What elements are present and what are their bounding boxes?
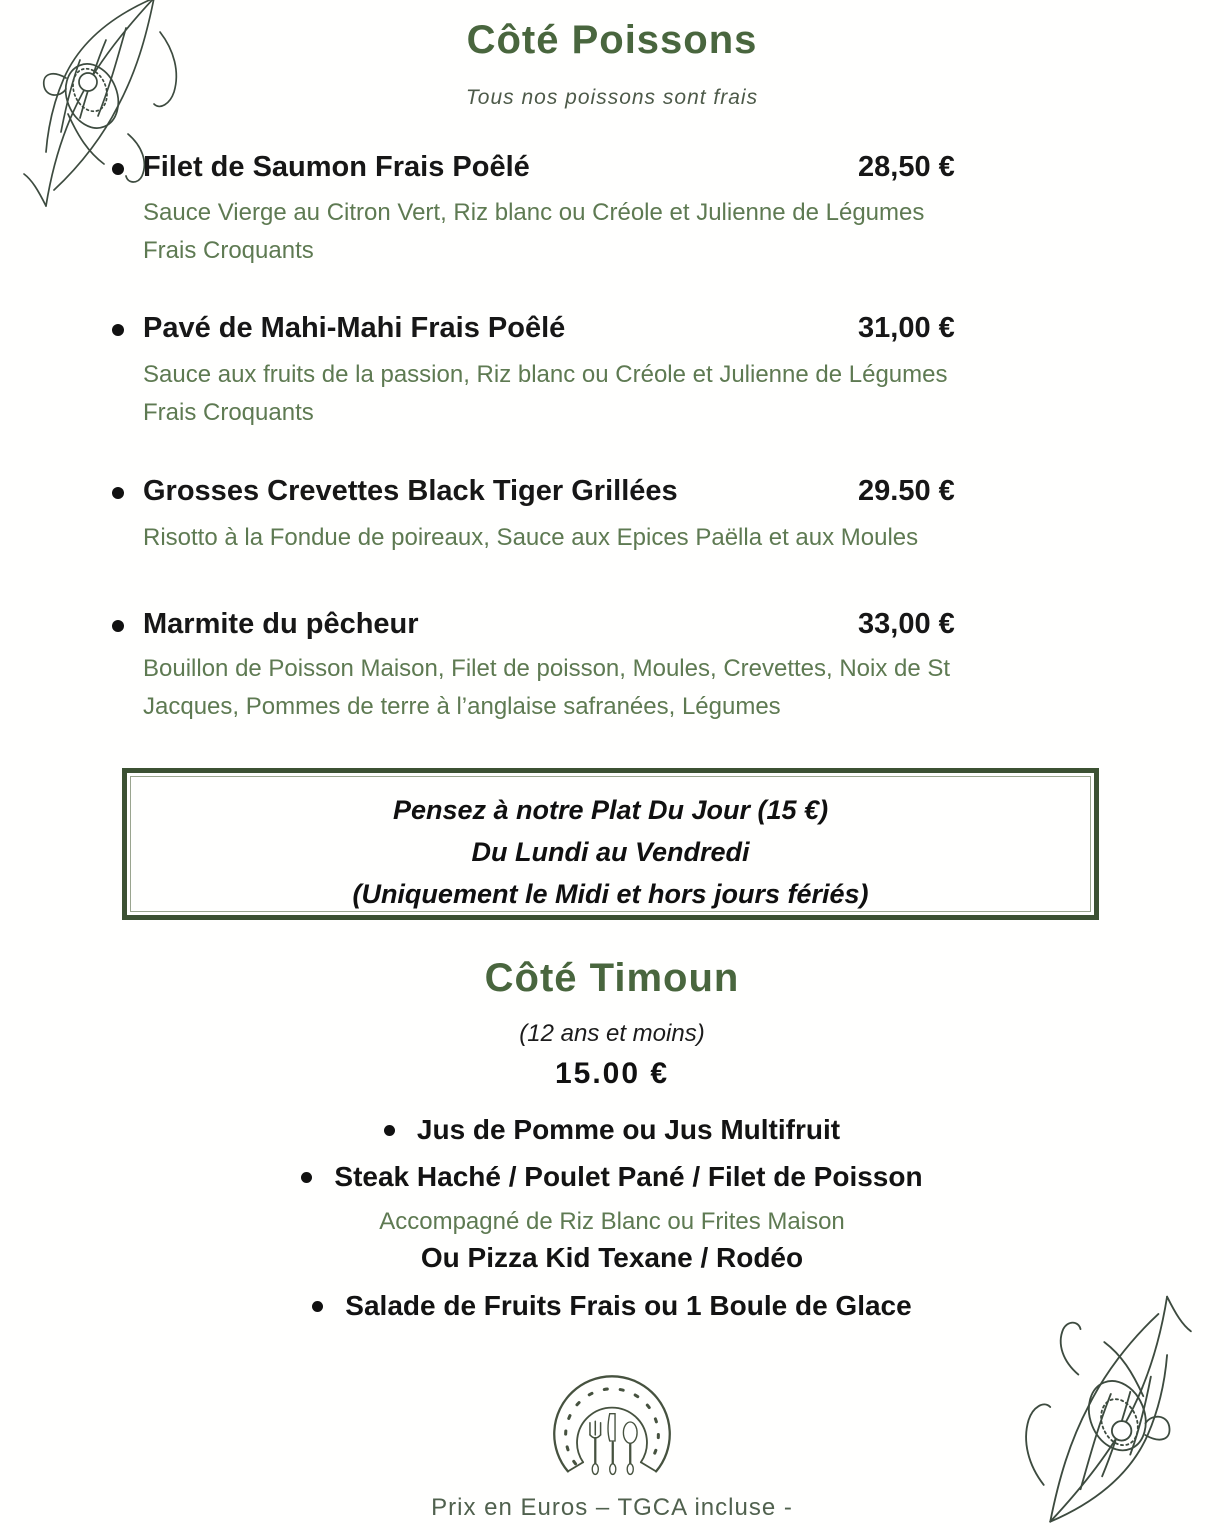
menu-item-name: Marmite du pêcheur	[143, 608, 419, 640]
menu-item-price: 29.50 €	[858, 475, 955, 507]
timoun-line	[0, 1242, 1224, 1274]
notice-line: Du Lundi au Vendredi	[471, 837, 750, 867]
bullet-dot-icon	[112, 487, 124, 499]
menu-item-name: Grosses Crevettes Black Tiger Grillées	[143, 475, 678, 507]
bullet-dot-icon	[112, 163, 124, 175]
timoun-item-text: Salade de Fruits Frais ou 1 Boule de Glace	[345, 1290, 912, 1321]
description-line: Frais Croquants	[143, 237, 314, 264]
menu-item-description	[143, 650, 1083, 726]
description-line: Sauce aux fruits de la passion, Riz blanc ou Créole et Julienne de Légumes	[143, 361, 948, 388]
description-line: Sauce Vierge au Citron Vert, Riz blanc ou Créole et Julienne de Légumes	[143, 199, 925, 226]
description-line: Frais Croquants	[143, 399, 314, 426]
menu-item-description	[143, 356, 1063, 432]
notice-line: (Uniquement le Midi et hors jours fériés)	[352, 879, 869, 909]
footer-price-note: Prix en Euros – TGCA incluse -	[431, 1494, 793, 1521]
menu-item-name: Pavé de Mahi-Mahi Frais Poêlé	[143, 312, 566, 344]
plat-du-jour-notice-box	[122, 768, 1099, 920]
menu-item-name: Filet de Saumon Frais Poêlé	[143, 151, 530, 183]
timoun-item-text: Steak Haché / Poulet Pané / Filet de Poisson	[334, 1161, 923, 1192]
timoun-line	[0, 1114, 1224, 1146]
bullet-dot-icon	[312, 1301, 323, 1312]
peacock-feather-icon	[990, 1288, 1210, 1526]
timoun-line	[0, 1208, 1224, 1236]
bullet-dot-icon	[112, 620, 124, 632]
menu-item-price: 33,00 €	[858, 608, 955, 640]
description-line: Risotto à la Fondue de poireaux, Sauce aux Epices Paëlla et aux Moules	[143, 524, 919, 551]
section-title-timoun: Côté Timoun	[484, 956, 740, 1000]
section-subtitle-poissons: Tous nos poissons sont frais	[465, 86, 759, 109]
notice-line: Pensez à notre Plat Du Jour (15 €)	[392, 795, 829, 825]
bullet-dot-icon	[384, 1125, 395, 1136]
timoun-note-text: Accompagné de Riz Blanc ou Frites Maison	[379, 1208, 845, 1235]
horseshoe-cutlery-logo-icon	[536, 1348, 688, 1496]
notice-inner-border	[130, 776, 1091, 912]
menu-item-description	[143, 194, 1063, 270]
section-title-poissons: Côté Poissons	[466, 18, 758, 62]
timoun-item-text: Jus de Pomme ou Jus Multifruit	[416, 1114, 841, 1145]
timoun-line	[0, 1161, 1224, 1193]
timoun-menu-price: 15.00 €	[554, 1057, 670, 1090]
timoun-line	[0, 1290, 1224, 1322]
section-subtitle-timoun: (12 ans et moins)	[519, 1020, 705, 1047]
menu-item-price: 28,50 €	[858, 151, 955, 183]
description-line: Bouillon de Poisson Maison, Filet de poisson, Moules, Crevettes, Noix de St	[143, 655, 951, 682]
bullet-dot-icon	[301, 1172, 312, 1183]
bullet-dot-icon	[112, 324, 124, 336]
menu-item-description	[143, 519, 1103, 557]
timoun-item-text: Ou Pizza Kid Texane / Rodéo	[420, 1242, 804, 1273]
description-line: Jacques, Pommes de terre à l’anglaise safranées, Légumes	[143, 693, 781, 720]
menu-item-price: 31,00 €	[858, 312, 955, 344]
